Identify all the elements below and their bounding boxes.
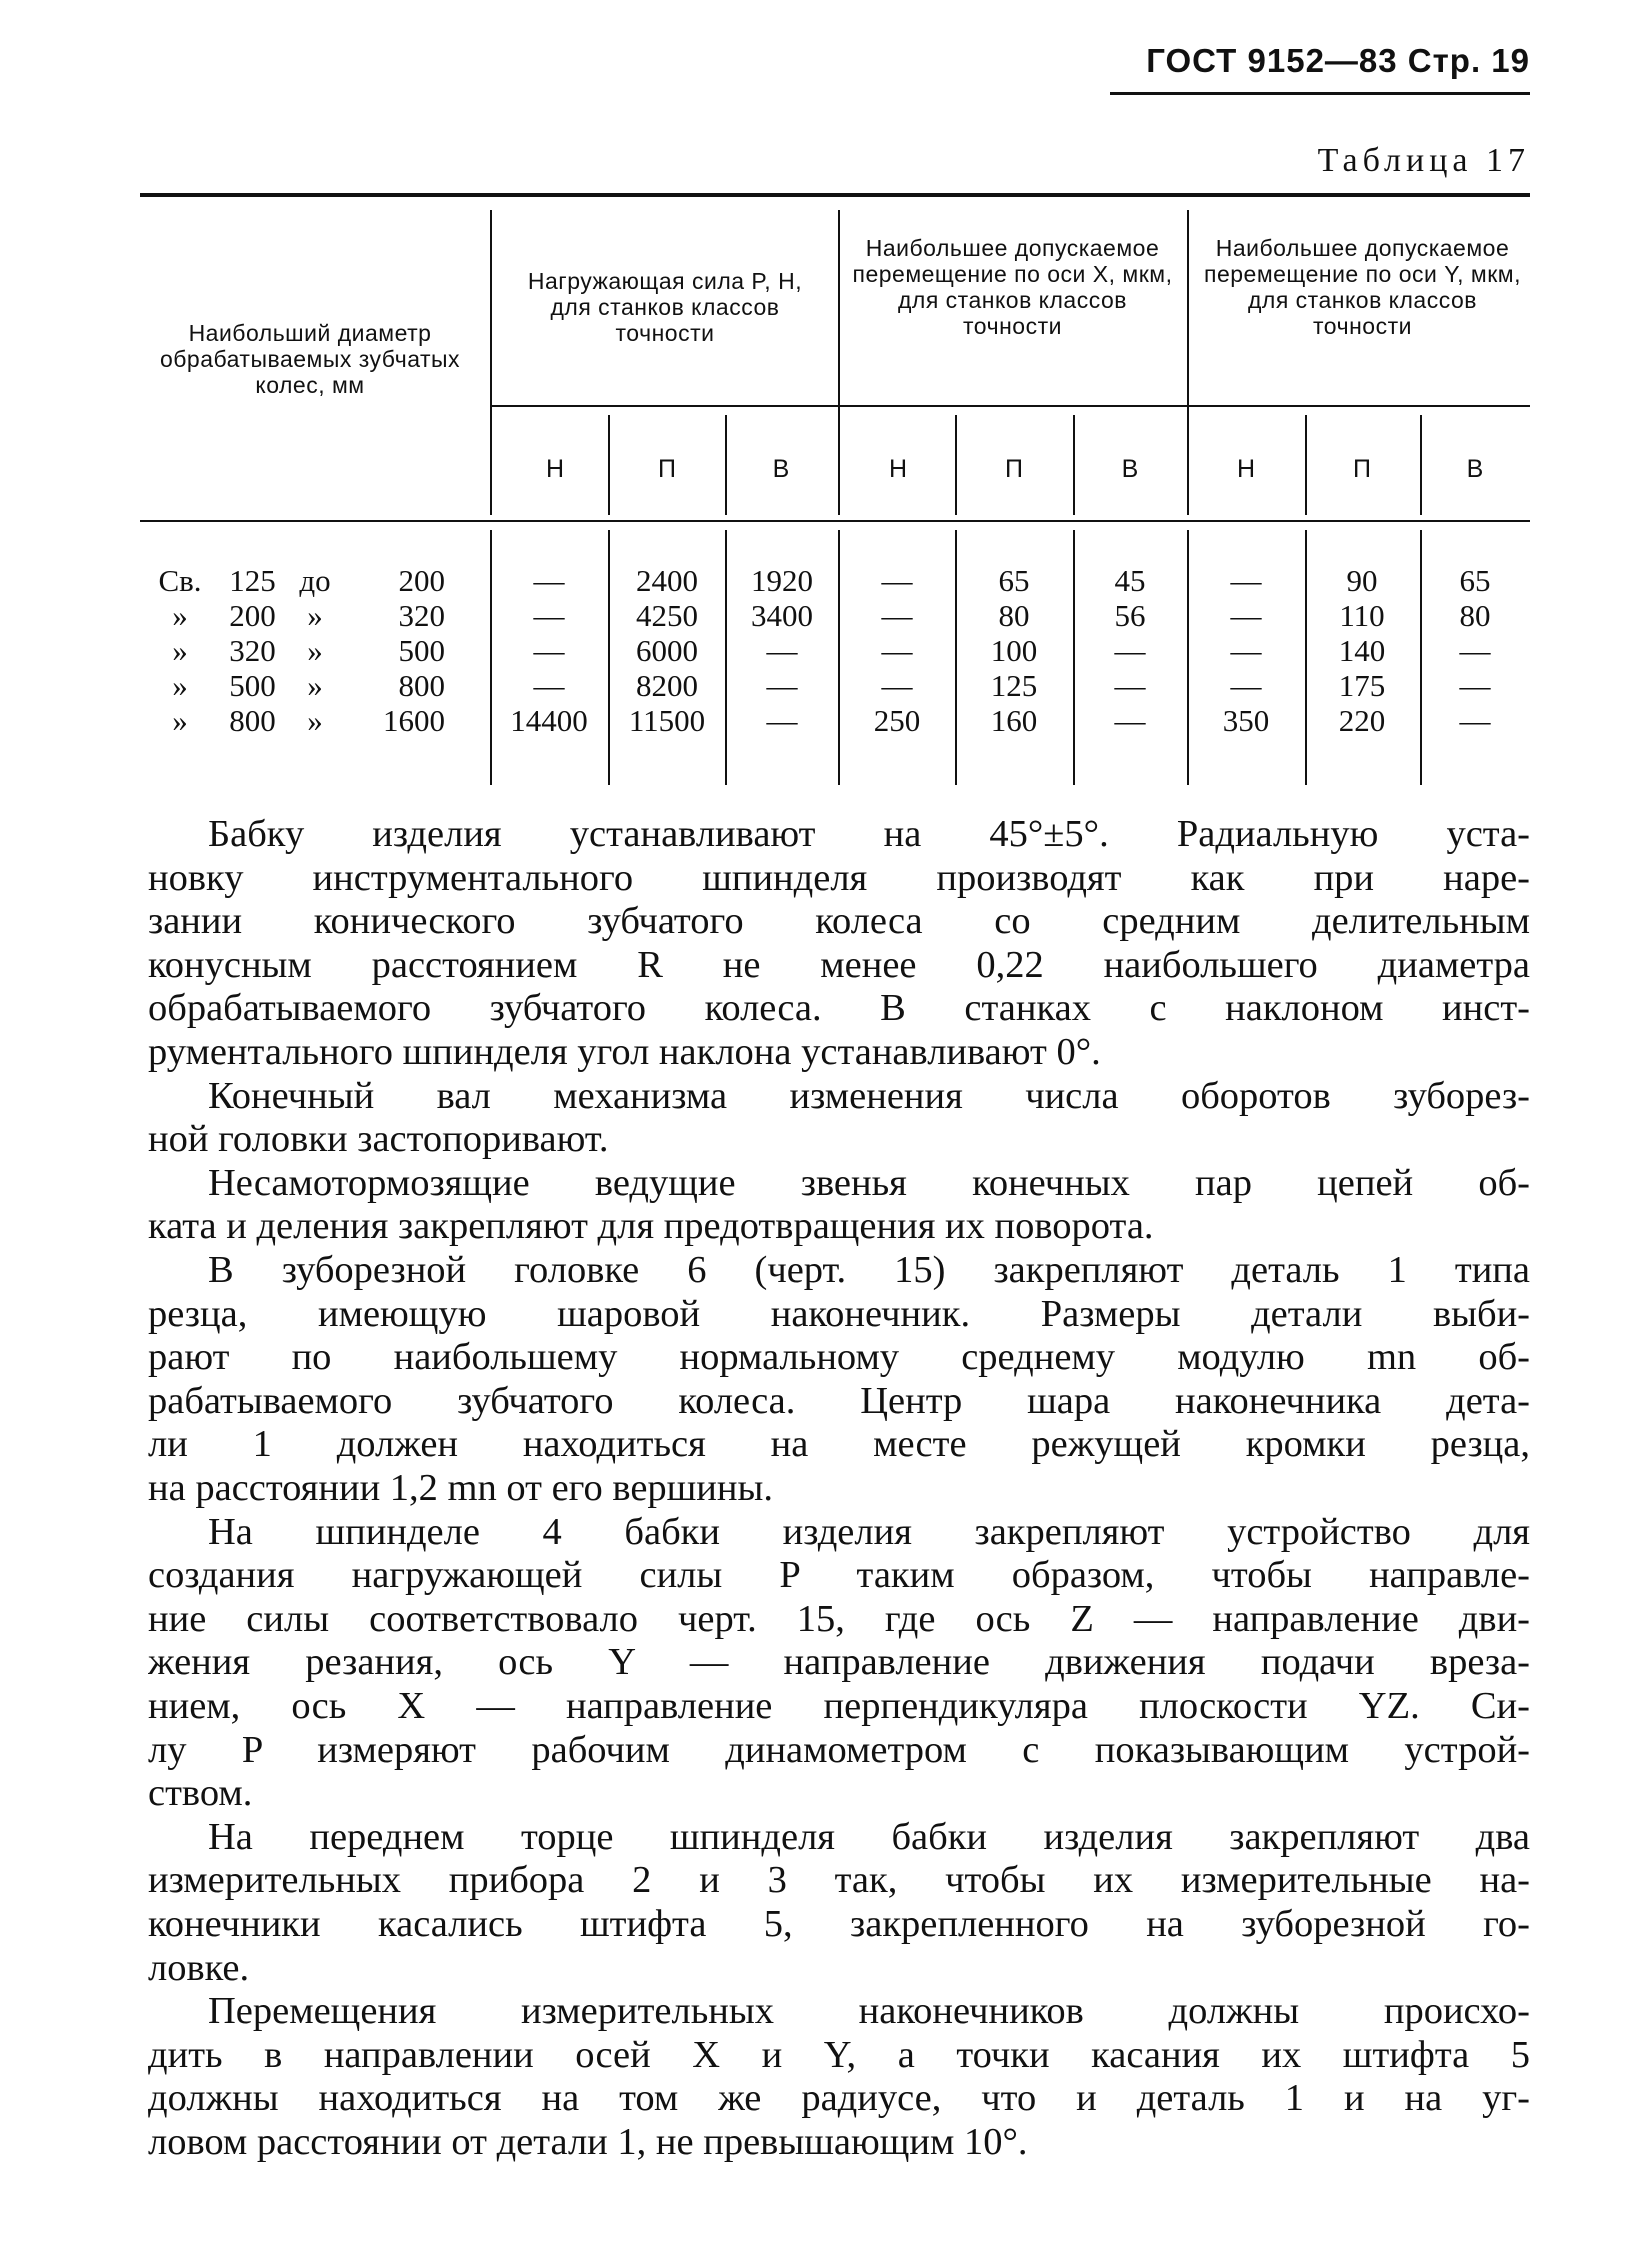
row-from: 320 <box>229 633 276 668</box>
page-header: ГОСТ 9152—83 Стр. 19 <box>1146 42 1530 79</box>
text-line: ката и деления закрепляют для предотвращения их поворота. <box>148 1205 1154 1248</box>
class-header: П <box>1353 455 1371 483</box>
table-cell: — <box>1230 563 1262 598</box>
row-mid: » <box>307 598 323 633</box>
table-cell: 11500 <box>628 703 706 738</box>
table-cell: — <box>766 668 798 703</box>
text-line: жения резания, ось Y — направление движения подачи вреза- <box>148 1641 1530 1684</box>
table-cell: — <box>881 563 913 598</box>
text-line: зании конического зубчатого колеса со средним делительным <box>148 900 1530 943</box>
table-cell: — <box>881 633 913 668</box>
col-divider <box>838 530 840 785</box>
table-label: Таблица 17 <box>1317 142 1530 179</box>
text-line: На переднем торце шпинделя бабки изделия закрепляют два <box>208 1815 1530 1858</box>
class-header: Н <box>1236 455 1256 483</box>
row-mid: » <box>307 633 323 668</box>
row-label <box>150 633 480 668</box>
table-cell: — <box>1459 633 1491 668</box>
row-prefix: » <box>172 668 188 703</box>
row-to: 320 <box>398 598 445 633</box>
col-divider <box>1073 415 1075 515</box>
col-divider <box>1420 415 1422 515</box>
text-line: Бабку изделия устанавливают на 45°±5°. Радиальную уста- <box>208 813 1530 855</box>
col-divider <box>608 415 610 515</box>
table-cell: — <box>533 633 565 668</box>
table-cell: 160 <box>990 703 1038 738</box>
text-line: ловом расстоянии от детали 1, не превышающим 10°. <box>148 2121 1028 2163</box>
row-from: 125 <box>229 563 276 598</box>
table-cell: 80 <box>1459 598 1491 633</box>
text-line: ной головки застопоривают. <box>148 1118 609 1161</box>
row-mid: » <box>307 703 323 738</box>
text-line: нием, ось X — направление перпендикуляра плоскости YZ. Си- <box>148 1685 1530 1727</box>
header-force: Нагружающая сила P, Н, для станков классов точности <box>527 268 803 346</box>
table-cell: 2400 <box>636 563 698 598</box>
table-cell: — <box>766 703 798 738</box>
col-divider <box>725 415 727 515</box>
table-cell: 110 <box>1339 598 1385 633</box>
text-line: Перемещения измерительных наконечников должны происхо- <box>208 1990 1530 2033</box>
text-line: ли 1 должен находиться на месте режущей кромки резца, <box>148 1423 1530 1466</box>
row-label <box>150 668 480 703</box>
col-divider <box>955 415 957 515</box>
col-divider <box>1187 530 1189 785</box>
row-prefix: » <box>172 703 188 738</box>
table-cell: 250 <box>873 703 921 738</box>
row-label <box>150 703 480 738</box>
table-cell: — <box>533 563 565 598</box>
table-cell: — <box>1230 668 1262 703</box>
table-cell: 14400 <box>510 703 588 738</box>
table-cell: 90 <box>1346 563 1378 598</box>
table-cell: 100 <box>990 633 1038 668</box>
table-cell: 80 <box>998 598 1030 633</box>
table-cell: 45 <box>1114 563 1146 598</box>
row-label <box>150 598 480 633</box>
text-line: На шпинделе 4 бабки изделия закрепляют устройство для <box>208 1510 1530 1553</box>
text-line: на расстоянии 1,2 mn от его вершины. <box>148 1467 774 1509</box>
text-line: ством. <box>148 1772 253 1815</box>
header-sub-rule <box>490 405 1530 407</box>
text-line: конечники касались штифта 5, закрепленного на зуборезной го- <box>148 1903 1530 1945</box>
table-cell: 6000 <box>636 633 698 668</box>
col-divider <box>1305 415 1307 515</box>
text-line: создания нагружающей силы P таким образом, чтобы направле- <box>148 1554 1530 1597</box>
table-cell: — <box>881 598 913 633</box>
table-cell: 220 <box>1338 703 1386 738</box>
table-cell: 8200 <box>636 668 698 703</box>
header-rule <box>1110 92 1530 95</box>
table-cell: 3400 <box>751 598 813 633</box>
text-line: лу P измеряют рабочим динамометром с показывающим устрой- <box>148 1728 1530 1771</box>
table-cell: — <box>1230 598 1262 633</box>
table-cell: 125 <box>990 668 1038 703</box>
class-header: Н <box>888 455 908 483</box>
table-cell: — <box>1114 633 1146 668</box>
table-cell: — <box>1459 703 1491 738</box>
text-line: новку инструментального шпинделя производят как при наре- <box>148 856 1530 899</box>
table-cell: — <box>1230 633 1262 668</box>
text-line: рают по наибольшему нормальному среднему модулю mn об- <box>148 1336 1530 1379</box>
text-line: рабатываемого зубчатого колеса. Центр шара наконечника дета- <box>148 1379 1530 1422</box>
row-prefix: Св. <box>158 563 202 598</box>
row-from: 800 <box>229 703 276 738</box>
table-cell: 4250 <box>636 598 698 633</box>
class-header: П <box>1005 455 1023 483</box>
row-from: 500 <box>229 668 276 703</box>
row-mid: » <box>307 668 323 703</box>
col-divider <box>955 530 957 785</box>
table-cell: 350 <box>1222 703 1270 738</box>
row-to: 800 <box>398 668 445 703</box>
text-line: измерительных прибора 2 и 3 так, чтобы их измерительные на- <box>148 1859 1530 1902</box>
col-divider <box>1187 210 1189 515</box>
table-cell: — <box>1114 668 1146 703</box>
text-line: Конечный вал механизма изменения числа оборотов зуборез- <box>208 1074 1530 1117</box>
table-cell: — <box>1114 703 1146 738</box>
row-to: 1600 <box>383 703 445 738</box>
row-to: 500 <box>398 633 445 668</box>
text-line: должны находиться на том же радиусе, что и деталь 1 и на уг- <box>148 2077 1530 2120</box>
table-cell: — <box>533 668 565 703</box>
class-header: Н <box>545 455 565 483</box>
row-mid: до <box>299 563 331 598</box>
col-divider <box>490 530 492 785</box>
header-bottom-rule <box>140 520 1530 522</box>
row-label <box>150 563 480 598</box>
class-header: П <box>658 455 676 483</box>
row-prefix: » <box>172 598 188 633</box>
text-line: ловке. <box>148 1946 250 1989</box>
table-cell: 140 <box>1338 633 1386 668</box>
row-to: 200 <box>398 563 445 598</box>
col-divider <box>838 210 840 515</box>
text-line: конусным расстоянием R не менее 0,22 наибольшего диаметра <box>148 943 1530 986</box>
table-cell: 175 <box>1338 668 1386 703</box>
table-cell: 56 <box>1114 598 1146 633</box>
col-divider <box>490 210 492 515</box>
header-y: Наибольшее допускаемое перемещение по оси Y, мкм, для станков классов точности <box>1203 235 1522 339</box>
table-cell: 65 <box>998 563 1030 598</box>
class-header: В <box>772 455 790 483</box>
text-line: рументального шпинделя угол наклона устанавливают 0°. <box>148 1031 1101 1073</box>
table-cell: — <box>766 633 798 668</box>
text-line: ние силы соответствовало черт. 15, где ось Z — направление дви- <box>148 1597 1530 1640</box>
table-top-rule <box>140 193 1530 197</box>
col-divider <box>608 530 610 785</box>
row-from: 200 <box>229 598 276 633</box>
class-header: В <box>1121 455 1139 483</box>
table-cell: — <box>533 598 565 633</box>
text-line: резца, имеющую шаровой наконечник. Размеры детали выби- <box>148 1292 1530 1335</box>
table-cell: 1920 <box>751 563 813 598</box>
text-line: Несамотормозящие ведущие звенья конечных пар цепей об- <box>208 1161 1530 1204</box>
text-line: дить в направлении осей X и Y, а точки касания их штифта 5 <box>148 2033 1530 2076</box>
table-cell: — <box>881 668 913 703</box>
table-cell: — <box>1459 668 1491 703</box>
row-prefix: » <box>172 633 188 668</box>
text-line: обрабатываемого зубчатого колеса. В станках с наклоном инст- <box>148 987 1530 1030</box>
table-cell: 65 <box>1459 563 1491 598</box>
header-x: Наибольшее допускаемое перемещение по оси X, мкм, для станков классов точности <box>852 235 1173 339</box>
class-header: В <box>1466 455 1484 483</box>
text-line: В зуборезной головке 6 (черт. 15) закрепляют деталь 1 типа <box>208 1249 1530 1291</box>
header-diameter: Наибольший диаметр обрабатываемых зубчатых колес, мм <box>159 320 461 398</box>
